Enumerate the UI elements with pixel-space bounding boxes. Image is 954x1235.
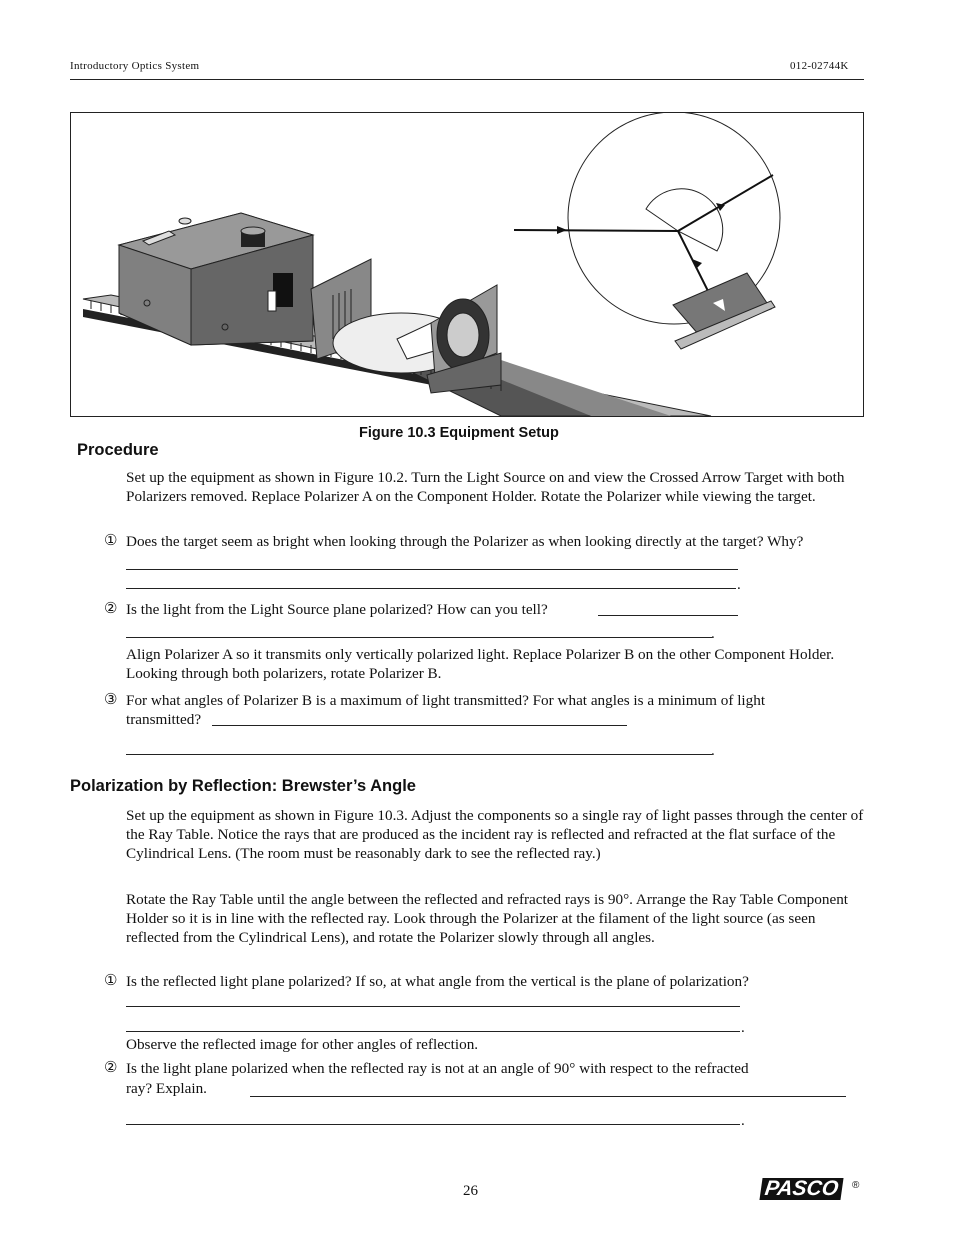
answer-line[interactable]	[212, 725, 627, 726]
brewster-observe-note: Observe the reflected image for other angles of reflection.	[126, 1036, 479, 1053]
brewster-paragraph-2: Rotate the Ray Table until the angle between the reflected and refracted rays is 90°. Arrange the Ray Table Component Holder so it is in line with the reflected ray. Look through the Polarizer at the filament of the light source (as seen reflected from the Cylindrical Lens), and rotate the Polarizer slowly through all angles.	[126, 891, 849, 946]
brewster-question-2-line-2: ray? Explain.	[126, 1080, 207, 1097]
procedure-question-1: Does the target seem as bright when looking through the Polarizer as when looking directly at the target? Why?	[126, 533, 804, 550]
figure-caption: Figure 10.3 Equipment Setup	[359, 425, 559, 441]
registered-mark: ®	[852, 1180, 860, 1191]
question-marker-1: ①	[104, 533, 118, 549]
period: .	[741, 1113, 745, 1129]
period: .	[737, 577, 741, 593]
answer-line[interactable]	[126, 569, 738, 570]
period: .	[741, 1020, 745, 1036]
pasco-logo: PASCO	[759, 1178, 843, 1200]
answer-line[interactable]	[126, 1006, 740, 1007]
brewster-question-1: Is the reflected light plane polarized? If so, at what angle from the vertical is the plane of polarization?	[126, 973, 749, 990]
answer-line[interactable]	[126, 754, 712, 755]
page-number: 26	[463, 1183, 478, 1199]
procedure-align-instructions: Align Polarizer A so it transmits only vertically polarized light. Replace Polarizer B on the other Component Holder. Looking through both polarizers, rotate Polarizer B.	[126, 646, 835, 682]
procedure-heading: Procedure	[77, 441, 159, 459]
brewster-paragraph-1: Set up the equipment as shown in Figure 10.3. Adjust the components so a single ray of light passes through the center of the Ray Table. Notice the rays that are produced as the incident ray is reflected and refracted at the flat surface of the Cylindrical Lens. (The room must be reasonably dark to see the reflected ray.)	[126, 807, 864, 862]
header-rule	[70, 79, 864, 80]
running-header-title: Introductory Optics System	[70, 60, 200, 72]
equipment-setup-illustration	[71, 113, 863, 416]
answer-line[interactable]	[126, 637, 712, 638]
document-number: 012-02744K	[790, 60, 849, 72]
answer-line[interactable]	[126, 1031, 740, 1032]
brewster-question-marker-1: ①	[104, 973, 118, 989]
answer-line[interactable]	[126, 1124, 740, 1125]
period: .	[711, 743, 715, 759]
question-marker-2: ②	[104, 601, 118, 617]
brewster-heading: Polarization by Reflection: Brewster’s Angle	[70, 777, 416, 795]
brewster-question-marker-2: ②	[104, 1060, 118, 1076]
equipment-figure	[70, 112, 864, 417]
procedure-question-3-line-2: transmitted?	[126, 711, 202, 728]
answer-line[interactable]	[250, 1096, 846, 1097]
question-marker-3: ③	[104, 692, 118, 708]
procedure-question-3-line-1: For what angles of Polarizer B is a maximum of light transmitted? For what angles is a minimum of light	[126, 692, 766, 709]
procedure-question-2: Is the light from the Light Source plane polarized? How can you tell?	[126, 601, 548, 618]
procedure-intro: Set up the equipment as shown in Figure 10.2. Turn the Light Source on and view the Crossed Arrow Target with both Polarizers removed. Replace Polarizer A on the Component Holder. Rotate the Polarizer while viewing the target.	[126, 469, 845, 505]
answer-line[interactable]	[126, 588, 736, 589]
period: .	[711, 626, 715, 642]
answer-line[interactable]	[598, 615, 738, 616]
brewster-question-2-line-1: Is the light plane polarized when the reflected ray is not at an angle of 90° with respect to the refracted	[126, 1060, 749, 1077]
